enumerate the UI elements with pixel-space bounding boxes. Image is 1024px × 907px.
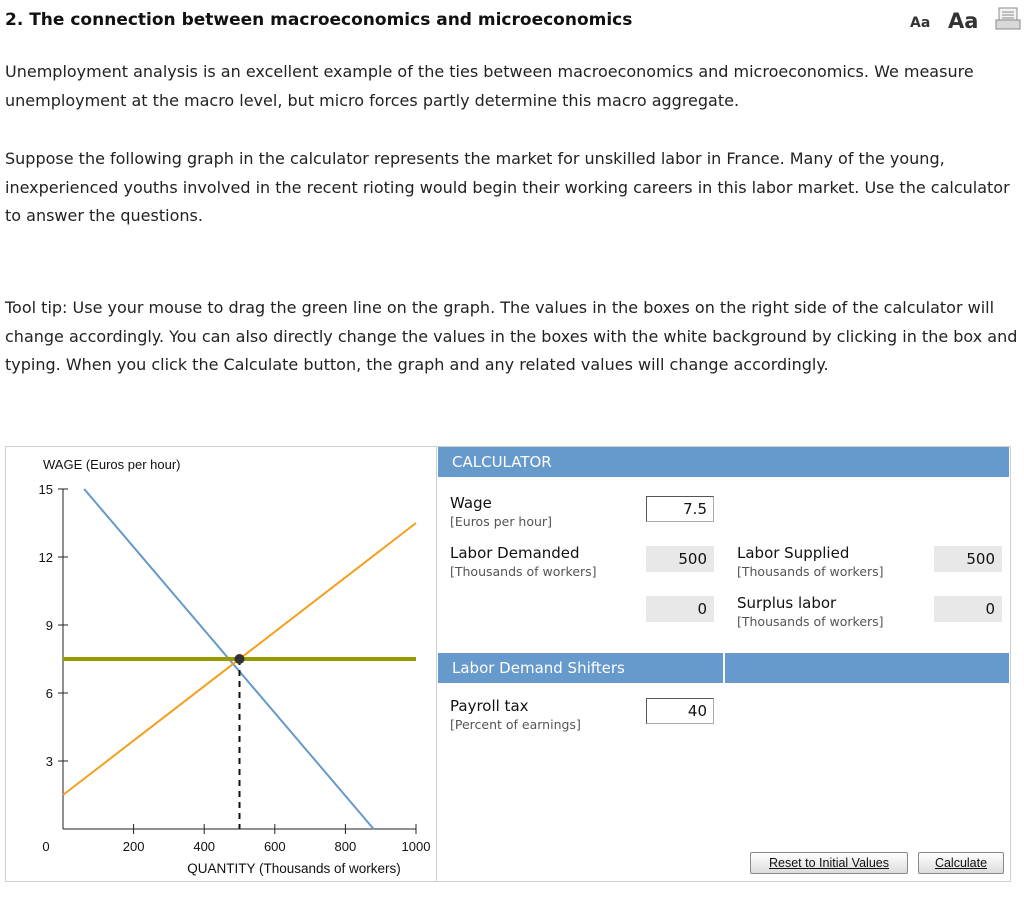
- labor-demanded-unit: [Thousands of workers]: [450, 564, 597, 579]
- equilibrium-point: [235, 654, 245, 664]
- font-size-large-button[interactable]: Aa: [948, 9, 979, 33]
- origin-label: 0: [42, 839, 50, 854]
- font-size-small-button[interactable]: Aa: [910, 15, 931, 31]
- y-axis-label: WAGE (Euros per hour): [43, 457, 181, 472]
- labor-demand-shifters-header: Labor Demand Shifters: [438, 653, 723, 683]
- x-tick-label: 800: [334, 839, 357, 854]
- y-tick-label: 3: [45, 754, 53, 769]
- calculator-panel: [436, 447, 1011, 881]
- payroll-tax-input[interactable]: 40: [646, 698, 714, 724]
- y-tick-label: 15: [38, 482, 53, 497]
- calculate-button[interactable]: Calculate: [918, 852, 1004, 874]
- surplus-labor-label: Surplus labor: [737, 594, 837, 612]
- labor-demanded-value: 500: [646, 546, 714, 572]
- tool-tip-paragraph: Tool tip: Use your mouse to drag the green line on the graph. The values in the boxes on the right side of the calculator will change accordingly. You can also directly change the values in the boxes with the white background by clicking in the box and typing. When you click the Calculate button, the graph and any related values will change accordingly.: [5, 298, 1018, 375]
- x-tick-label: 1000: [401, 839, 431, 854]
- surplus-labor-value-right: 0: [934, 596, 1002, 622]
- y-tick-label: 9: [45, 618, 53, 633]
- labor-market-calculator: [5, 446, 1011, 882]
- wage-input[interactable]: 7.5: [646, 496, 714, 522]
- labor-supplied-label: Labor Supplied: [737, 544, 850, 562]
- wage-unit: [Euros per hour]: [450, 514, 552, 529]
- shifters-header-blank: [725, 653, 1009, 683]
- labor-demanded-label: Labor Demanded: [450, 544, 580, 562]
- reset-button[interactable]: Reset to Initial Values: [750, 852, 908, 874]
- y-tick-label: 6: [45, 686, 53, 701]
- intro-paragraph: Unemployment analysis is an excellent example of the ties between macroeconomics and microeconomics. We measure unemployment at the macro level, but micro forces partly determine this macro aggregate.: [5, 62, 974, 110]
- x-axis-label: QUANTITY (Thousands of workers): [187, 861, 401, 876]
- calculator-header: CALCULATOR: [438, 447, 1009, 477]
- x-tick-label: 600: [263, 839, 286, 854]
- payroll-tax-unit: [Percent of earnings]: [450, 717, 581, 732]
- labor-supplied-value: 500: [934, 546, 1002, 572]
- scenario-paragraph: Suppose the following graph in the calculator represents the market for unskilled labor in France. Many of the young, inexperienced youths involved in the recent rioting would begin their working careers in this labor market. Use the calculator to answer the questions.: [5, 149, 1010, 226]
- labor-supplied-unit: [Thousands of workers]: [737, 564, 884, 579]
- page-title: 2. The connection between macroeconomics and microeconomics: [5, 10, 633, 30]
- labor-market-graph: [6, 447, 436, 881]
- x-tick-label: 200: [122, 839, 145, 854]
- payroll-tax-label: Payroll tax: [450, 697, 529, 715]
- y-tick-label: 12: [38, 550, 53, 565]
- wage-label: Wage: [450, 494, 492, 512]
- surplus-labor-value: 0: [646, 596, 714, 622]
- surplus-labor-unit: [Thousands of workers]: [737, 614, 884, 629]
- x-tick-label: 400: [193, 839, 216, 854]
- print-icon[interactable]: [995, 6, 1021, 32]
